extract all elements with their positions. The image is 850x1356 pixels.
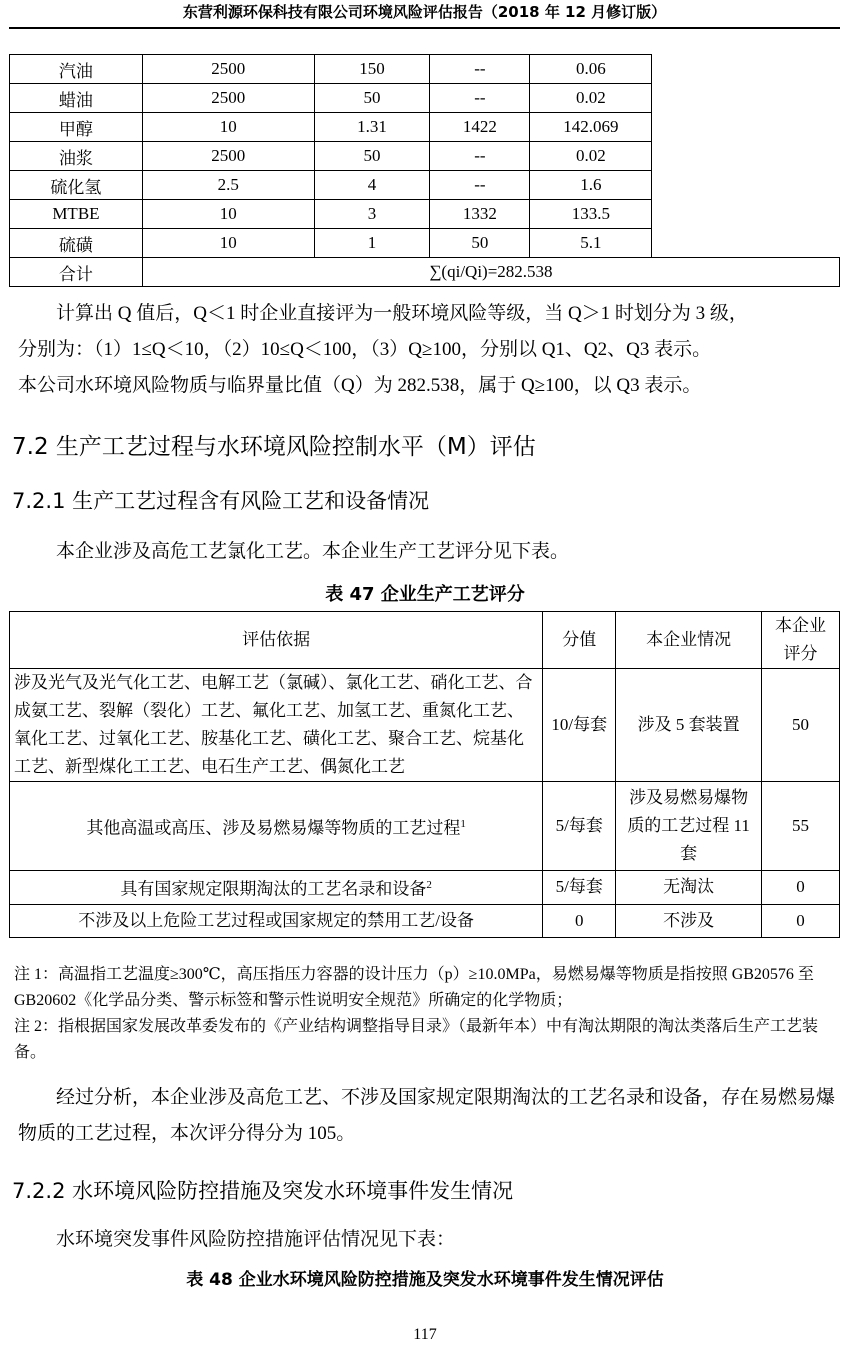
table-cell: MTBE [10,200,143,229]
table-cell: 甲醇 [10,113,143,142]
table-cell: 2500 [142,55,314,84]
basis-cell [10,871,543,905]
table-cell: 150 [314,55,430,84]
page-header: 东营利源环保科技有限公司环境风险评估报告（2018 年 12 月修订版） [9,0,840,29]
table-cell: 0.02 [530,84,652,113]
table-cell: 0.02 [530,142,652,171]
col-header-basis: 评估依据 [10,612,543,669]
q-classification-paragraph [18,296,838,404]
table-row [10,669,840,782]
blank-cell [652,55,840,258]
text-line: 计算出 Q 值后，Q＜1 时企业直接评为一般环境风险等级，当 Q＞1 时划分为 3 级， [56,303,748,324]
table-cell: 50 [314,142,430,171]
table-cell: 汽油 [10,55,143,84]
table-cell: -- [430,55,530,84]
table-cell: 1.6 [530,171,652,200]
table-cell: 142.069 [530,113,652,142]
basis-text: 具有国家规定限期淘汰的工艺名录和设备 [120,879,427,899]
table-cell: 50 [314,84,430,113]
table-cell: 硫化氢 [10,171,143,200]
table-cell: 蜡油 [10,84,143,113]
table-cell: 0.06 [530,55,652,84]
page-number: 117 [413,1326,437,1343]
table-cell: 1332 [430,200,530,229]
table-notes [14,962,840,1066]
situation-cell: 不涉及 [616,904,762,937]
table-cell: 133.5 [530,200,652,229]
basis-cell [10,904,543,937]
basis-text: 不涉及以上危险工艺过程或国家规定的禁用工艺/设备 [78,910,475,930]
table-cell: 2.5 [142,171,314,200]
section-heading-7-2: 7.2 生产工艺过程与水环境风险控制水平（M）评估 [12,434,536,460]
basis-text: 涉及光气及光气化工艺、电解工艺（氯碱）、氯化工艺、硝化工艺、合成氨工艺、裂解（裂化）工艺、氟化工艺、加氢工艺、重氮化工艺、氧化工艺、过氧化工艺、胺基化工艺、磺化工艺、聚合工艺、烷基化工艺、新型煤化工工艺、电石生产工艺、偶氮化工艺 [14,673,533,776]
result-cell: 0 [762,904,840,937]
substance-ratio-table [9,54,840,287]
process-intro-paragraph: 本企业涉及高危工艺氯化工艺。本企业生产工艺评分见下表。 [56,541,570,562]
basis-cell [10,782,543,871]
table-cell: 10 [142,200,314,229]
table-cell: 5.1 [530,229,652,258]
basis-text: 其他高温或高压、涉及易燃易爆等物质的工艺过程 [86,818,461,838]
table-cell: 2500 [142,142,314,171]
table-cell: 10 [142,113,314,142]
text-line: 本公司水环境风险物质与临界量比值（Q）为 282.538，属于 Q≥100，以 Q3 表示。 [18,375,702,396]
section-heading-7-2-2: 7.2.2 水环境风险防控措施及突发水环境事件发生情况 [12,1179,514,1203]
table-cell: -- [430,142,530,171]
text-line: 分别为：（1）1≤Q＜10，（2）10≤Q＜100，（3）Q≥100，分别以 Q1、Q2、Q3 表示。 [18,339,712,360]
analysis-paragraph: 经过分析，本企业涉及高危工艺、不涉及国家规定限期淘汰的工艺名录和设备，存在易燃易爆物质的工艺过程，本次评分得分为 105。 [18,1087,836,1144]
footnote-marker: 1 [460,817,466,830]
score-cell: 5/每套 [543,782,616,871]
score-cell: 0 [543,904,616,937]
result-cell: 50 [762,669,840,782]
col-header-score: 分值 [543,612,616,669]
situation-cell: 涉及 5 套装置 [616,669,762,782]
situation-cell: 无淘汰 [616,871,762,905]
col-header-result: 本企业评分 [762,612,840,669]
score-cell: 5/每套 [543,871,616,905]
table-row [10,904,840,937]
situation-cell: 涉及易燃易爆物质的工艺过程 11 套 [616,782,762,871]
measures-intro-paragraph: 水环境突发事件风险防控措施评估情况见下表： [56,1229,456,1250]
table-cell: -- [430,84,530,113]
table-row [10,871,840,905]
table-cell: 硫磺 [10,229,143,258]
table-row [10,55,840,84]
basis-cell [10,669,543,782]
table-row [10,782,840,871]
table-cell: -- [430,171,530,200]
result-cell: 55 [762,782,840,871]
result-cell: 0 [762,871,840,905]
table-48-caption: 表 48 企业水环境风险防控措施及突发水环境事件发生情况评估 [186,1270,664,1290]
note-1: 注 1：高温指工艺温度≥300℃，高压指压力容器的设计压力（p）≥10.0MPa，易燃易爆等物质是指按照 GB20576 至 GB20602《化学品分类、警示标签和警示性说明安全规范》所确定的化学物质； [14,966,814,1009]
process-score-table [9,611,840,938]
table-cell: 2500 [142,84,314,113]
total-value: ∑(qi/Qi)=282.538 [142,258,839,287]
table-cell: 1.31 [314,113,430,142]
table-cell: 1422 [430,113,530,142]
table-cell: 油浆 [10,142,143,171]
total-row [10,258,840,287]
table-47-caption: 表 47 企业生产工艺评分 [325,584,525,605]
score-cell: 10/每套 [543,669,616,782]
total-label: 合计 [10,258,143,287]
section-heading-7-2-1: 7.2.1 生产工艺过程含有风险工艺和设备情况 [12,489,430,513]
table-cell: 10 [142,229,314,258]
table-cell: 50 [430,229,530,258]
footnote-marker: 2 [426,879,432,891]
table-cell: 1 [314,229,430,258]
table-cell: 3 [314,200,430,229]
note-2: 注 2：指根据国家发展改革委发布的《产业结构调整指导目录》（最新年本）中有淘汰期限的淘汰类落后生产工艺装备。 [14,1018,819,1061]
col-header-situation: 本企业情况 [616,612,762,669]
table-cell: 4 [314,171,430,200]
